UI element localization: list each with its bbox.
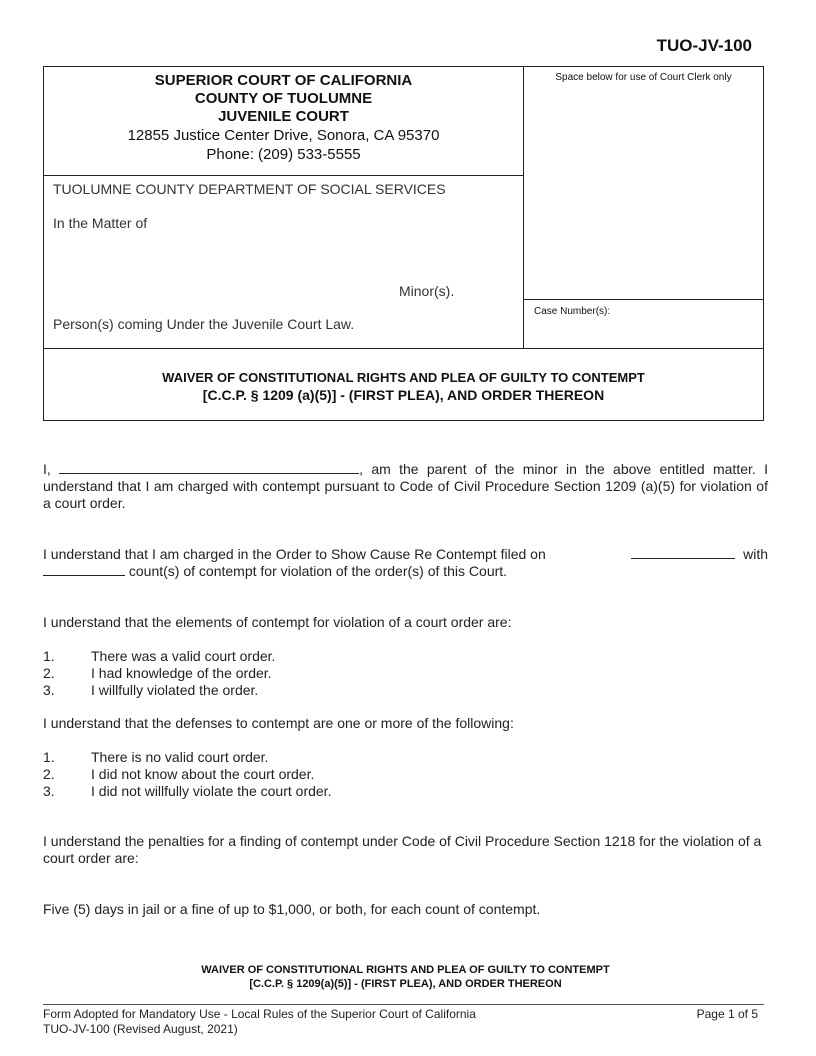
count-field[interactable] [43,563,125,576]
list-number: 1. [43,749,55,765]
minors-label: Minor(s). [399,283,455,299]
list-text: I did not willfully violate the court order. [91,783,332,799]
title-divider [43,348,764,349]
footer-adopted: Form Adopted for Mandatory Use - Local Rules of the Superior Court of California [43,1007,476,1021]
charge-statement-end: count(s) of contempt for violation of the order(s) of this Court. [128,563,508,579]
penalty-text: Five (5) days in jail or a fine of up to $1,000, or both, for each count of contempt. [43,901,541,917]
footer-title [43,963,768,991]
case-number-divider [523,299,764,300]
matter-label: In the Matter of [53,215,148,231]
charge-with: with [743,546,768,562]
parent-name-field[interactable] [59,461,359,474]
parent-statement-rest: , am the parent of the minor in the above entitled matter. I understand that I am charged with contempt pursuant to Code of Civil Procedure Section 1209 (a)(5) for violation of a court order. [43,461,768,511]
court-header [43,67,524,176]
filed-date-field[interactable] [631,546,735,559]
parent-statement [43,461,768,512]
list-text: There is no valid court order. [91,749,269,765]
list-text: I did not know about the court order. [91,766,315,782]
case-number-label: Case Number(s): [534,306,611,317]
persons-label: Person(s) coming Under the Juvenile Court Law. [53,316,355,332]
footer-info [43,1007,476,1037]
list-item [43,783,331,800]
list-number: 3. [43,682,55,698]
defenses-list [43,749,331,800]
list-item [43,766,331,783]
penalties-intro: I understand the penalties for a finding of contempt under Code of Civil Procedure Section 1218 for the violation of a court order are: [43,833,762,866]
list-text: There was a valid court order. [91,648,276,664]
list-number: 2. [43,665,55,681]
defenses-intro: I understand that the defenses to contempt are one or more of the following: [43,715,514,731]
clerk-use-label: Space below for use of Court Clerk only [555,72,732,83]
form-title-line2: [C.C.P. § 1209 (a)(5)] - (FIRST PLEA), AND ORDER THEREON [202,387,605,403]
charge-statement [43,546,768,580]
footer-divider [43,1004,764,1005]
list-text: I willfully violated the order. [91,682,259,698]
court-division: JUVENILE COURT [218,108,349,125]
list-item [43,665,275,682]
elements-intro: I understand that the elements of contempt for violation of a court order are: [43,614,512,630]
parent-statement-start: I, [43,461,51,477]
list-item [43,648,275,665]
list-number: 2. [43,766,55,782]
court-address: 12855 Justice Center Drive, Sonora, CA 95370 [127,127,440,144]
court-county: COUNTY OF TUOLUMNE [194,90,373,107]
form-title [43,370,764,404]
form-title-line1: WAIVER OF CONSTITUTIONAL RIGHTS AND PLEA OF GUILTY TO CONTEMPT [162,370,645,385]
list-text: I had knowledge of the order. [91,665,272,681]
form-id: TUO-JV-100 [656,36,752,55]
charge-statement-start: I understand that I am charged in the Order to Show Cause Re Contempt filed on [43,546,546,562]
footer-title-line1: WAIVER OF CONSTITUTIONAL RIGHTS AND PLEA OF GUILTY TO CONTEMPT [201,964,610,976]
list-item [43,682,275,699]
agency-name: TUOLUMNE COUNTY DEPARTMENT OF SOCIAL SERVICES [53,181,446,197]
list-number: 3. [43,783,55,799]
list-item [43,749,331,766]
court-name: SUPERIOR COURT OF CALIFORNIA [154,72,413,89]
footer-revision: TUO-JV-100 (Revised August, 2021) [43,1022,238,1036]
court-phone: Phone: (209) 533-5555 [206,146,361,163]
page-number: Page 1 of 5 [696,1007,758,1021]
elements-list [43,648,275,699]
footer-title-line2: [C.C.P. § 1209(a)(5)] - (FIRST PLEA), AND ORDER THEREON [249,978,562,990]
list-number: 1. [43,648,55,664]
